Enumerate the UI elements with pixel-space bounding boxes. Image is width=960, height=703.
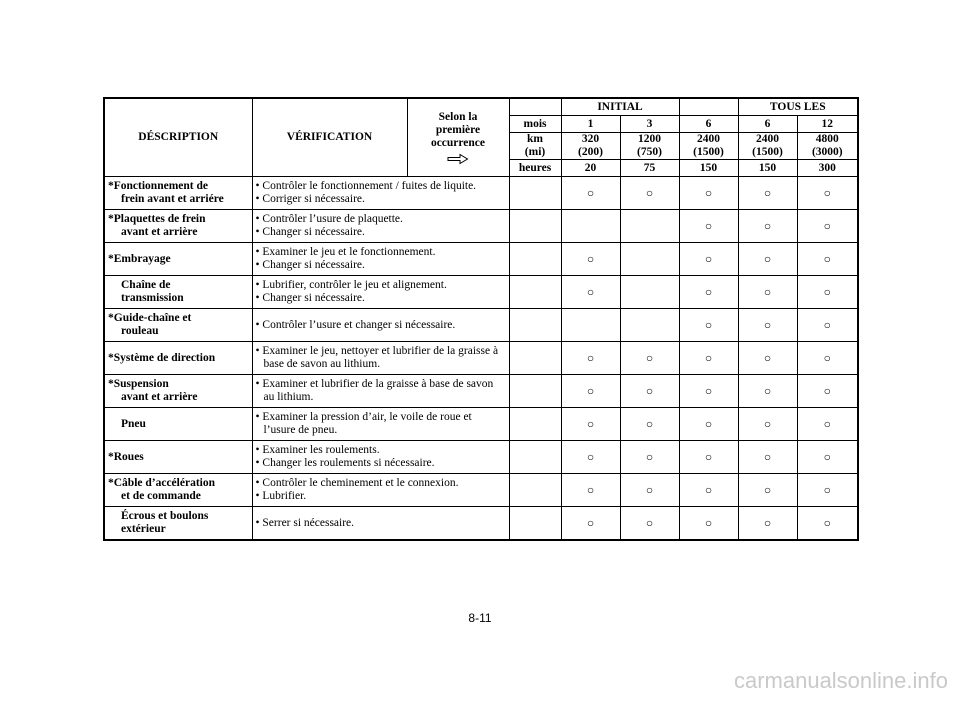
check-circle-icon: ○ bbox=[645, 383, 654, 398]
check-circle-icon: ○ bbox=[704, 482, 713, 497]
check-line bbox=[256, 180, 507, 193]
bullet-icon: • bbox=[255, 246, 263, 258]
interval-mark bbox=[797, 342, 858, 375]
check-text: Examiner les roulements. bbox=[262, 444, 380, 456]
check-circle-icon: ○ bbox=[645, 515, 654, 530]
interval-mark bbox=[561, 243, 620, 276]
item-checks bbox=[252, 408, 509, 441]
item-description-line: transmission bbox=[121, 292, 184, 304]
interval-mark bbox=[620, 276, 679, 309]
check-line bbox=[256, 378, 507, 404]
check-text: Changer si nécessaire. bbox=[262, 292, 365, 304]
interval-mark bbox=[738, 177, 797, 210]
item-description bbox=[104, 210, 252, 243]
check-text: Corriger si nécessaire. bbox=[262, 193, 365, 205]
check-line bbox=[256, 490, 507, 503]
interval-mark bbox=[620, 309, 679, 342]
check-line bbox=[256, 213, 507, 226]
check-circle-icon: ○ bbox=[823, 416, 831, 431]
check-circle-icon: ○ bbox=[586, 449, 595, 464]
interval-value-line: 3 bbox=[646, 117, 653, 130]
check-circle-icon: ○ bbox=[823, 383, 831, 398]
item-description-line: avant et arrière bbox=[121, 391, 198, 403]
check-circle-icon: ○ bbox=[704, 284, 713, 299]
check-circle-icon: ○ bbox=[586, 416, 595, 431]
check-circle-icon: ○ bbox=[763, 482, 772, 497]
verification-header: VÉRIFICATION bbox=[252, 98, 407, 177]
bullet-icon: • bbox=[255, 378, 263, 390]
item-description-line: *Roues bbox=[108, 450, 144, 463]
interval-mark bbox=[561, 276, 620, 309]
maintenance-table bbox=[103, 97, 859, 541]
right-arrow-icon bbox=[447, 153, 469, 165]
bullet-icon: • bbox=[255, 457, 263, 469]
interval-value-line: 1 bbox=[587, 117, 594, 130]
check-circle-icon: ○ bbox=[704, 449, 713, 464]
interval-value-line: 1200 bbox=[638, 133, 661, 145]
interval-mark bbox=[561, 441, 620, 474]
interval-mark bbox=[561, 375, 620, 408]
check-circle-icon: ○ bbox=[763, 383, 772, 398]
check-circle-icon: ○ bbox=[763, 284, 772, 299]
interval-mark bbox=[679, 276, 738, 309]
interval-value-line: 75 bbox=[643, 161, 656, 174]
check-circle-icon: ○ bbox=[704, 350, 713, 365]
interval-mark bbox=[679, 177, 738, 210]
interval-mark bbox=[679, 210, 738, 243]
check-circle-icon: ○ bbox=[823, 482, 831, 497]
interval-mark bbox=[620, 474, 679, 507]
first-occurrence-line: Selon la bbox=[438, 110, 478, 123]
check-circle-icon: ○ bbox=[823, 284, 831, 299]
table-row bbox=[104, 507, 858, 541]
item-description bbox=[104, 276, 252, 309]
check-text: Changer si nécessaire. bbox=[262, 259, 365, 271]
check-line bbox=[256, 226, 507, 239]
check-circle-icon: ○ bbox=[645, 482, 654, 497]
interval-mark bbox=[620, 375, 679, 408]
check-circle-icon: ○ bbox=[823, 185, 831, 200]
interval-value-line: 20 bbox=[584, 161, 597, 174]
page-number: 8-11 bbox=[468, 611, 492, 625]
unit-label-line: (mi) bbox=[524, 146, 546, 158]
check-circle-icon: ○ bbox=[763, 218, 772, 233]
check-text: Contrôler l’usure et changer si nécessaire. bbox=[262, 318, 456, 331]
initial-spacer bbox=[679, 98, 738, 116]
interval-value-line: (1500) bbox=[752, 146, 783, 158]
item-description-line: *Fonctionnement de bbox=[108, 180, 208, 192]
interval-mark bbox=[738, 342, 797, 375]
check-circle-icon: ○ bbox=[704, 317, 713, 332]
interval-value-line: (750) bbox=[637, 146, 662, 158]
check-circle-icon: ○ bbox=[763, 317, 772, 332]
check-circle-icon: ○ bbox=[645, 449, 654, 464]
first-occurrence-line: première bbox=[435, 123, 481, 136]
interval-value bbox=[561, 160, 620, 177]
interval-mark bbox=[620, 177, 679, 210]
interval-value bbox=[620, 133, 679, 160]
check-circle-icon: ○ bbox=[586, 185, 595, 200]
interval-value bbox=[561, 116, 620, 133]
check-circle-icon: ○ bbox=[586, 284, 595, 299]
interval-value-line: 150 bbox=[699, 161, 718, 174]
description-header: DÉSCRIPTION bbox=[104, 98, 252, 177]
check-text: Examiner le jeu et le fonctionnement. bbox=[262, 246, 436, 258]
check-text: Changer les roulements si nécessaire. bbox=[262, 457, 435, 469]
unit-label bbox=[509, 160, 561, 177]
check-circle-icon: ○ bbox=[645, 185, 654, 200]
mark-spacer bbox=[509, 375, 561, 408]
check-text: Examiner et lubrifier de la graisse à base de savon au lithium. bbox=[262, 378, 494, 403]
table-row bbox=[104, 210, 858, 243]
item-checks bbox=[252, 375, 509, 408]
interval-mark bbox=[738, 276, 797, 309]
check-line bbox=[256, 292, 507, 305]
interval-mark bbox=[797, 408, 858, 441]
table-row bbox=[104, 408, 858, 441]
bullet-icon: • bbox=[255, 318, 263, 331]
check-text: Changer si nécessaire. bbox=[262, 226, 365, 238]
bullet-icon: • bbox=[255, 516, 263, 529]
item-description bbox=[104, 408, 252, 441]
interval-mark bbox=[738, 309, 797, 342]
interval-mark bbox=[561, 210, 620, 243]
first-occurrence-line: occurrence bbox=[430, 136, 486, 149]
interval-mark bbox=[679, 441, 738, 474]
check-line bbox=[256, 345, 507, 371]
check-line bbox=[256, 444, 507, 457]
interval-mark bbox=[561, 507, 620, 541]
table-row bbox=[104, 276, 858, 309]
interval-value-line: 300 bbox=[818, 161, 836, 174]
interval-value bbox=[679, 133, 738, 160]
mark-spacer bbox=[509, 243, 561, 276]
interval-value-line: (200) bbox=[578, 146, 603, 158]
item-description-line: extérieur bbox=[121, 523, 166, 535]
check-line bbox=[256, 477, 507, 490]
check-circle-icon: ○ bbox=[763, 449, 772, 464]
table-row bbox=[104, 243, 858, 276]
check-circle-icon: ○ bbox=[823, 449, 831, 464]
interval-value-line: 150 bbox=[758, 161, 777, 174]
interval-value bbox=[738, 133, 797, 160]
bullet-icon: • bbox=[255, 411, 263, 423]
interval-value-line: 320 bbox=[581, 133, 600, 145]
interval-mark bbox=[679, 309, 738, 342]
check-circle-icon: ○ bbox=[586, 515, 595, 530]
check-text: Examiner la pression d’air, le voile de roue et l’usure de pneu. bbox=[262, 411, 472, 436]
item-description bbox=[104, 375, 252, 408]
item-description-line: Chaîne de bbox=[121, 279, 171, 291]
interval-mark bbox=[561, 408, 620, 441]
item-description bbox=[104, 177, 252, 210]
interval-value bbox=[620, 160, 679, 177]
bullet-icon: • bbox=[255, 292, 263, 304]
interval-value bbox=[620, 116, 679, 133]
item-checks bbox=[252, 276, 509, 309]
mark-spacer bbox=[509, 342, 561, 375]
check-text: Examiner le jeu, nettoyer et lubrifier de la graisse à base de savon au lithium. bbox=[262, 345, 499, 370]
check-text: Contrôler l’usure de plaquette. bbox=[262, 213, 403, 225]
interval-value bbox=[738, 116, 797, 133]
bullet-icon: • bbox=[255, 259, 263, 271]
unit-spacer bbox=[509, 98, 561, 116]
initial-header: INITIAL bbox=[561, 98, 679, 116]
mark-spacer bbox=[509, 210, 561, 243]
check-circle-icon: ○ bbox=[823, 350, 831, 365]
check-line bbox=[256, 411, 507, 437]
interval-mark bbox=[797, 474, 858, 507]
bullet-icon: • bbox=[255, 490, 263, 502]
interval-mark bbox=[679, 243, 738, 276]
item-checks bbox=[252, 210, 509, 243]
bullet-icon: • bbox=[255, 226, 263, 238]
mark-spacer bbox=[509, 177, 561, 210]
tous-les-header: TOUS LES bbox=[738, 98, 858, 116]
check-circle-icon: ○ bbox=[704, 185, 713, 200]
interval-mark bbox=[620, 342, 679, 375]
check-circle-icon: ○ bbox=[823, 317, 831, 332]
unit-label-line: mois bbox=[523, 117, 547, 130]
check-text: Lubrifier, contrôler le jeu et alignement. bbox=[262, 279, 447, 291]
check-text: Serrer si nécessaire. bbox=[262, 516, 355, 529]
mark-spacer bbox=[509, 408, 561, 441]
interval-mark bbox=[738, 408, 797, 441]
check-line bbox=[256, 457, 507, 470]
item-description bbox=[104, 309, 252, 342]
item-description-line: *Câble d’accélération bbox=[108, 477, 215, 489]
interval-value-line: 6 bbox=[705, 117, 712, 130]
check-text: Contrôler le cheminement et le connexion. bbox=[262, 477, 459, 489]
table-row bbox=[104, 177, 858, 210]
table-row bbox=[104, 342, 858, 375]
table-row bbox=[104, 474, 858, 507]
mark-spacer bbox=[509, 474, 561, 507]
interval-mark bbox=[797, 177, 858, 210]
item-description bbox=[104, 474, 252, 507]
interval-mark bbox=[620, 408, 679, 441]
bullet-icon: • bbox=[255, 477, 263, 489]
unit-label bbox=[509, 133, 561, 160]
interval-mark bbox=[561, 342, 620, 375]
interval-mark bbox=[561, 474, 620, 507]
item-description bbox=[104, 243, 252, 276]
interval-value bbox=[797, 116, 858, 133]
item-description-line: *Embrayage bbox=[108, 252, 171, 265]
interval-mark bbox=[738, 441, 797, 474]
check-circle-icon: ○ bbox=[823, 218, 831, 233]
item-checks bbox=[252, 243, 509, 276]
interval-mark bbox=[679, 375, 738, 408]
check-line bbox=[256, 279, 507, 292]
check-circle-icon: ○ bbox=[704, 251, 713, 266]
check-circle-icon: ○ bbox=[586, 350, 595, 365]
bullet-icon: • bbox=[255, 193, 263, 205]
interval-value-line: 12 bbox=[821, 117, 834, 130]
check-circle-icon: ○ bbox=[704, 218, 713, 233]
interval-value-line: 2400 bbox=[697, 133, 721, 145]
check-line bbox=[256, 319, 507, 332]
interval-mark bbox=[620, 441, 679, 474]
interval-mark bbox=[561, 309, 620, 342]
interval-mark bbox=[738, 243, 797, 276]
item-description bbox=[104, 342, 252, 375]
check-line bbox=[256, 193, 507, 206]
interval-value bbox=[561, 133, 620, 160]
item-checks bbox=[252, 309, 509, 342]
item-description-line: frein avant et arriére bbox=[121, 193, 224, 205]
check-circle-icon: ○ bbox=[763, 515, 772, 530]
table-row bbox=[104, 441, 858, 474]
interval-mark bbox=[797, 210, 858, 243]
item-description-line: avant et arrière bbox=[121, 226, 198, 238]
bullet-icon: • bbox=[255, 444, 263, 456]
interval-mark bbox=[797, 507, 858, 541]
item-checks bbox=[252, 474, 509, 507]
check-text: Lubrifier. bbox=[262, 490, 307, 502]
item-checks bbox=[252, 441, 509, 474]
item-description-line: Écrous et boulons bbox=[121, 510, 209, 522]
item-checks bbox=[252, 177, 509, 210]
interval-value-line: 4800 bbox=[815, 133, 839, 145]
check-circle-icon: ○ bbox=[586, 383, 595, 398]
item-description-line: rouleau bbox=[121, 325, 159, 337]
interval-value bbox=[738, 160, 797, 177]
item-description-line: *Suspension bbox=[108, 378, 169, 390]
item-checks bbox=[252, 342, 509, 375]
bullet-icon: • bbox=[255, 279, 263, 291]
check-circle-icon: ○ bbox=[763, 185, 772, 200]
mark-spacer bbox=[509, 276, 561, 309]
check-circle-icon: ○ bbox=[763, 416, 772, 431]
interval-value bbox=[679, 160, 738, 177]
first-occurrence-header bbox=[407, 98, 509, 177]
interval-value bbox=[679, 116, 738, 133]
check-circle-icon: ○ bbox=[763, 251, 772, 266]
item-description-line: *Plaquettes de frein bbox=[108, 213, 206, 225]
interval-mark bbox=[738, 474, 797, 507]
watermark: carmanualsonline.info bbox=[733, 668, 948, 693]
table-row bbox=[104, 375, 858, 408]
check-circle-icon: ○ bbox=[823, 251, 831, 266]
interval-mark bbox=[738, 210, 797, 243]
interval-mark bbox=[797, 441, 858, 474]
check-circle-icon: ○ bbox=[704, 416, 713, 431]
unit-label-line: heures bbox=[518, 161, 552, 174]
check-circle-icon: ○ bbox=[704, 515, 713, 530]
bullet-icon: • bbox=[255, 213, 263, 225]
interval-mark bbox=[620, 210, 679, 243]
check-circle-icon: ○ bbox=[704, 383, 713, 398]
interval-value-line: (3000) bbox=[811, 146, 843, 158]
check-circle-icon: ○ bbox=[763, 350, 772, 365]
check-text: Contrôler le fonctionnement / fuites de liquite. bbox=[262, 180, 477, 192]
interval-mark bbox=[797, 375, 858, 408]
bullet-icon: • bbox=[255, 180, 263, 192]
interval-mark bbox=[797, 243, 858, 276]
check-line bbox=[256, 517, 507, 530]
interval-value-line: 2400 bbox=[756, 133, 780, 145]
item-description-line: *Guide-chaîne et bbox=[108, 312, 192, 324]
item-description bbox=[104, 441, 252, 474]
interval-mark bbox=[679, 507, 738, 541]
interval-mark bbox=[797, 276, 858, 309]
mark-spacer bbox=[509, 507, 561, 541]
interval-value-line: 6 bbox=[764, 117, 771, 130]
interval-mark bbox=[797, 309, 858, 342]
interval-mark bbox=[679, 408, 738, 441]
mark-spacer bbox=[509, 309, 561, 342]
check-circle-icon: ○ bbox=[645, 416, 654, 431]
interval-mark bbox=[738, 507, 797, 541]
check-circle-icon: ○ bbox=[586, 251, 595, 266]
item-description-line: et de commande bbox=[121, 490, 201, 502]
item-description bbox=[104, 507, 252, 541]
bullet-icon: • bbox=[255, 345, 263, 357]
check-line bbox=[256, 246, 507, 259]
interval-value bbox=[797, 133, 858, 160]
unit-label-line: km bbox=[527, 133, 543, 145]
check-circle-icon: ○ bbox=[645, 350, 654, 365]
check-circle-icon: ○ bbox=[823, 515, 831, 530]
interval-value-line: (1500) bbox=[693, 146, 724, 158]
interval-mark bbox=[679, 342, 738, 375]
interval-mark bbox=[679, 474, 738, 507]
item-checks bbox=[252, 507, 509, 541]
unit-label bbox=[509, 116, 561, 133]
interval-mark bbox=[620, 243, 679, 276]
interval-value bbox=[797, 160, 858, 177]
item-description-line: Pneu bbox=[121, 417, 146, 430]
check-circle-icon: ○ bbox=[586, 482, 595, 497]
interval-mark bbox=[738, 375, 797, 408]
item-description-line: *Système de direction bbox=[108, 351, 216, 364]
interval-mark bbox=[561, 177, 620, 210]
mark-spacer bbox=[509, 441, 561, 474]
check-line bbox=[256, 259, 507, 272]
table-row bbox=[104, 309, 858, 342]
interval-mark bbox=[620, 507, 679, 541]
